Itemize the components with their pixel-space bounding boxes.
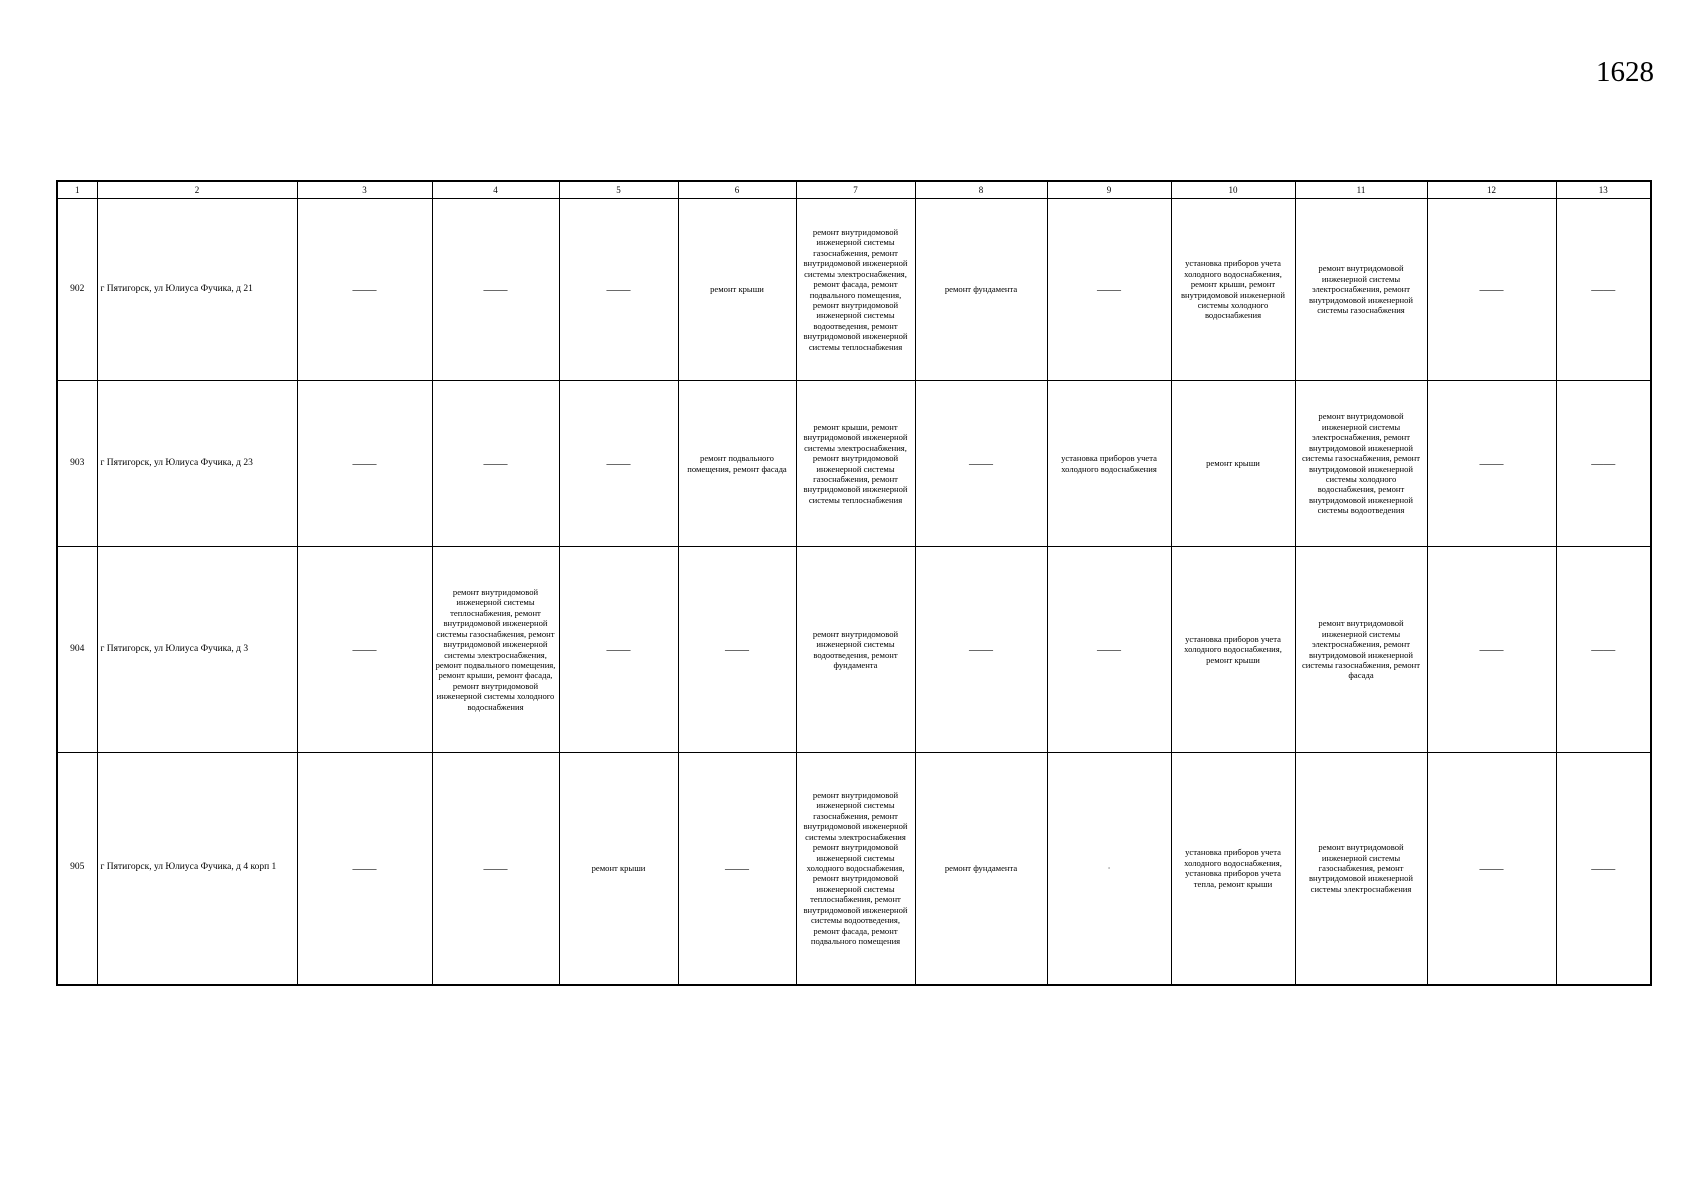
column-header: 10: [1171, 181, 1295, 199]
table-cell: ремонт внутридомовой инженерной системы теплоснабжения, ремонт внутридомовой инженерной системы газоснабжения, ремонт внутридомовой инженерной системы электроснабжения, ремонт подвального помещения, ремонт крыши, ремонт фасада, ремонт внутридомовой инженерной системы холодного водоснабжения: [432, 547, 559, 753]
table-cell: ——: [1047, 547, 1171, 753]
table-cell: установка приборов учета холодного водоснабжения, ремонт крыши, ремонт внутридомовой инженерной системы холодного водоснабжения: [1171, 199, 1295, 381]
column-header: 3: [297, 181, 432, 199]
column-header: 9: [1047, 181, 1171, 199]
table-cell: установка приборов учета холодного водоснабжения, ремонт крыши: [1171, 547, 1295, 753]
table-cell: ремонт крыши, ремонт внутридомовой инженерной системы электроснабжения, ремонт внутридомовой инженерной системы газоснабжения, ремонт внутридомовой инженерной системы теплоснабжения: [796, 381, 915, 547]
column-header: 7: [796, 181, 915, 199]
row-number: 902: [57, 199, 97, 381]
table-cell: ремонт внутридомовой инженерной системы электроснабжения, ремонт внутридомовой инженерной системы газоснабжения, ремонт фасада: [1295, 547, 1427, 753]
table-cell: ——: [432, 753, 559, 985]
table-cell: ремонт внутридомовой инженерной системы электроснабжения, ремонт внутридомовой инженерной системы газоснабжения: [1295, 199, 1427, 381]
column-header: 1: [57, 181, 97, 199]
table-cell: ремонт подвального помещения, ремонт фасада: [678, 381, 796, 547]
table-cell: ——: [297, 381, 432, 547]
table-cell: установка приборов учета холодного водоснабжения, установка приборов учета тепла, ремонт крыши: [1171, 753, 1295, 985]
address-cell: г Пятигорск, ул Юлиуса Фучика, д 4 корп 1: [97, 753, 297, 985]
table-cell: ремонт крыши: [678, 199, 796, 381]
table-cell: ·: [1047, 753, 1171, 985]
row-number: 905: [57, 753, 97, 985]
table-cell: ——: [432, 199, 559, 381]
address-cell: г Пятигорск, ул Юлиуса Фучика, д 3: [97, 547, 297, 753]
table-cell: ——: [1047, 199, 1171, 381]
table-cell: ——: [1556, 547, 1651, 753]
column-header: 6: [678, 181, 796, 199]
table-row: [57, 381, 1651, 547]
table-cell: ремонт внутридомовой инженерной системы газоснабжения, ремонт внутридомовой инженерной системы электроснабжения: [1295, 753, 1427, 985]
table-cell: ремонт фундамента: [915, 753, 1047, 985]
repair-schedule-table: [56, 180, 1652, 986]
table-cell: ——: [1556, 753, 1651, 985]
table-cell: ——: [297, 199, 432, 381]
table-cell: ремонт внутридомовой инженерной системы электроснабжения, ремонт внутридомовой инженерной системы газоснабжения, ремонт внутридомовой инженерной системы холодного водоснабжения, ремонт внутридомовой инженерной системы водоотведения: [1295, 381, 1427, 547]
column-header: 8: [915, 181, 1047, 199]
row-number: 903: [57, 381, 97, 547]
table-cell: ——: [1556, 381, 1651, 547]
table-cell: ——: [297, 753, 432, 985]
table-cell: ремонт крыши: [1171, 381, 1295, 547]
table-cell: ——: [1427, 381, 1556, 547]
page-number: 1628: [1596, 56, 1654, 88]
column-header: 13: [1556, 181, 1651, 199]
table-row: [57, 753, 1651, 985]
table-cell: ——: [1427, 199, 1556, 381]
column-number-row: [57, 181, 1651, 199]
column-header: 12: [1427, 181, 1556, 199]
table-cell: ремонт фундамента: [915, 199, 1047, 381]
table-cell: ремонт внутридомовой инженерной системы газоснабжения, ремонт внутридомовой инженерной системы электроснабжения, ремонт фасада, ремонт подвального помещения, ремонт внутридомовой инженерной системы водоотведения, ремонт внутридомовой инженерной системы теплоснабжения: [796, 199, 915, 381]
table-row: [57, 199, 1651, 381]
table-cell: ——: [1427, 547, 1556, 753]
table-cell: ——: [559, 199, 678, 381]
table-cell: ——: [432, 381, 559, 547]
table-cell: ——: [915, 547, 1047, 753]
table-cell: ——: [678, 547, 796, 753]
column-header: 11: [1295, 181, 1427, 199]
column-header: 5: [559, 181, 678, 199]
address-cell: г Пятигорск, ул Юлиуса Фучика, д 21: [97, 199, 297, 381]
column-header: 4: [432, 181, 559, 199]
table-cell: ——: [297, 547, 432, 753]
table-cell: ——: [915, 381, 1047, 547]
table-cell: ——: [559, 547, 678, 753]
table-row: [57, 547, 1651, 753]
column-header: 2: [97, 181, 297, 199]
table-cell: ремонт внутридомовой инженерной системы водоотведения, ремонт фундамента: [796, 547, 915, 753]
table-cell: ——: [559, 381, 678, 547]
table-cell: ремонт внутридомовой инженерной системы газоснабжения, ремонт внутридомовой инженерной системы электроснабжения ремонт внутридомовой инженерной системы холодного водоснабжения, ремонт внутридомовой инженерной системы теплоснабжения, ремонт внутридомовой инженерной системы водоотведения, ремонт фасада, ремонт подвального помещения: [796, 753, 915, 985]
table-cell: ——: [1556, 199, 1651, 381]
table-cell: установка приборов учета холодного водоснабжения: [1047, 381, 1171, 547]
address-cell: г Пятигорск, ул Юлиуса Фучика, д 23: [97, 381, 297, 547]
table-cell: ремонт крыши: [559, 753, 678, 985]
row-number: 904: [57, 547, 97, 753]
table-cell: ——: [1427, 753, 1556, 985]
table-cell: ——: [678, 753, 796, 985]
